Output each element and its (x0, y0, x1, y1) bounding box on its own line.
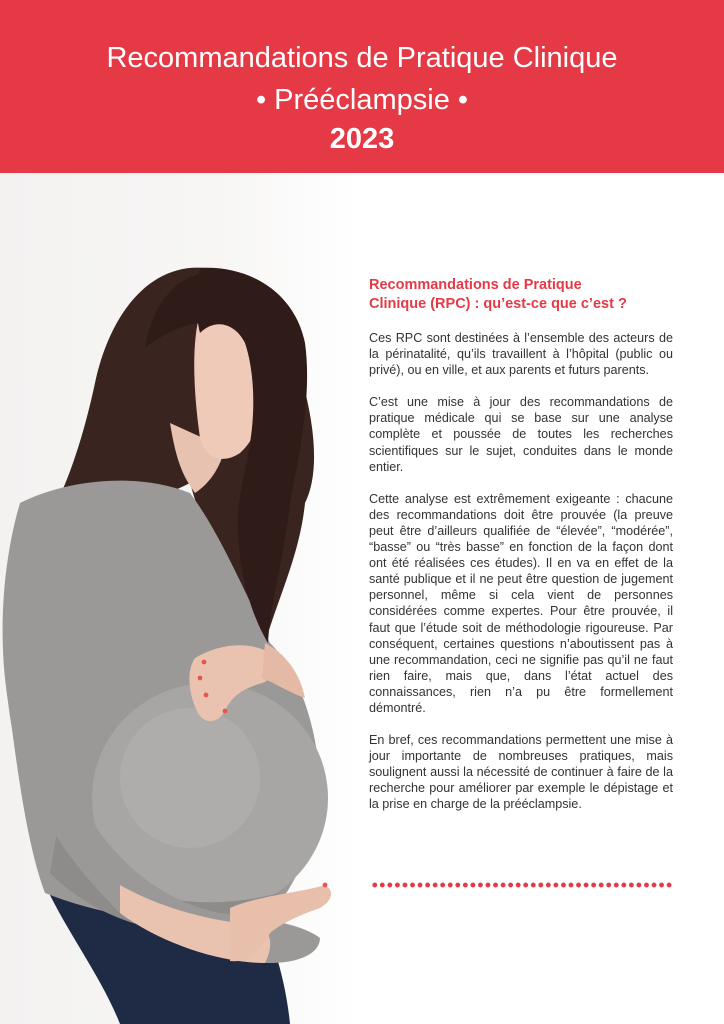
paragraph-summary: En bref, ces recommandations permettent une mise à jour importante de nombreuses pratiques, mais soulignent aussi la nécessité de continuer à faire de la recherche pour améliorer par exemple le dépistage et la prise en charge de la prééclampsie. (369, 733, 673, 812)
paragraph-audience: Ces RPC sont destinées à l’ensemble des acteurs de la périnatalité, qu’ils travaillent à l’hôpital (public ou privé), ou en ville, et aux parents et futurs parents. (369, 331, 673, 378)
article-heading (369, 276, 673, 314)
article-column (369, 276, 673, 829)
article-heading-line2: Clinique (RPC) : qu’est-ce que c’est ? (369, 296, 627, 312)
paragraph-update: C’est une mise à jour des recommandations de pratique médicale qui se base sur une analyse complète et poussée de toutes les recherches scientifiques sur le sujet, conduites dans le monde entier. (369, 395, 673, 474)
banner-title-line1: Recommandations de Pratique Clinique (106, 42, 618, 74)
pregnant-woman-photo (0, 173, 360, 1024)
article-heading-line1: Recommandations de Pratique (369, 277, 582, 293)
dotted-divider (371, 880, 673, 890)
title-banner (0, 0, 724, 173)
pregnant-woman-illustration (0, 173, 360, 1024)
banner-year: 2023 (329, 123, 395, 155)
banner-title-line2: • Prééclampsie • (255, 84, 469, 116)
paragraph-analysis: Cette analyse est extrêmement exigeante : chacune des recommandations doit être prouvée (la preuve peut être d’ailleurs qualifiée de “élevée”, “modérée”, “basse” ou “très basse” en fonction de la façon dont ont été réalisées ces études). Il en va en effet de la santé publique et il ne peut être question de jugement personnel, même si cela vient de personnes considérées comme expertes. Pour être prouvée, il faut que l’étude soit de méthodologie rigoureuse. Par conséquent, certaines questions n’aboutissent pas à une recommandation, ceci ne signifie pas qu’il ne faut rien faire, mais que, dans l’état actuel des connaissances, rien n’a pu être formellement démontré. (369, 491, 673, 715)
